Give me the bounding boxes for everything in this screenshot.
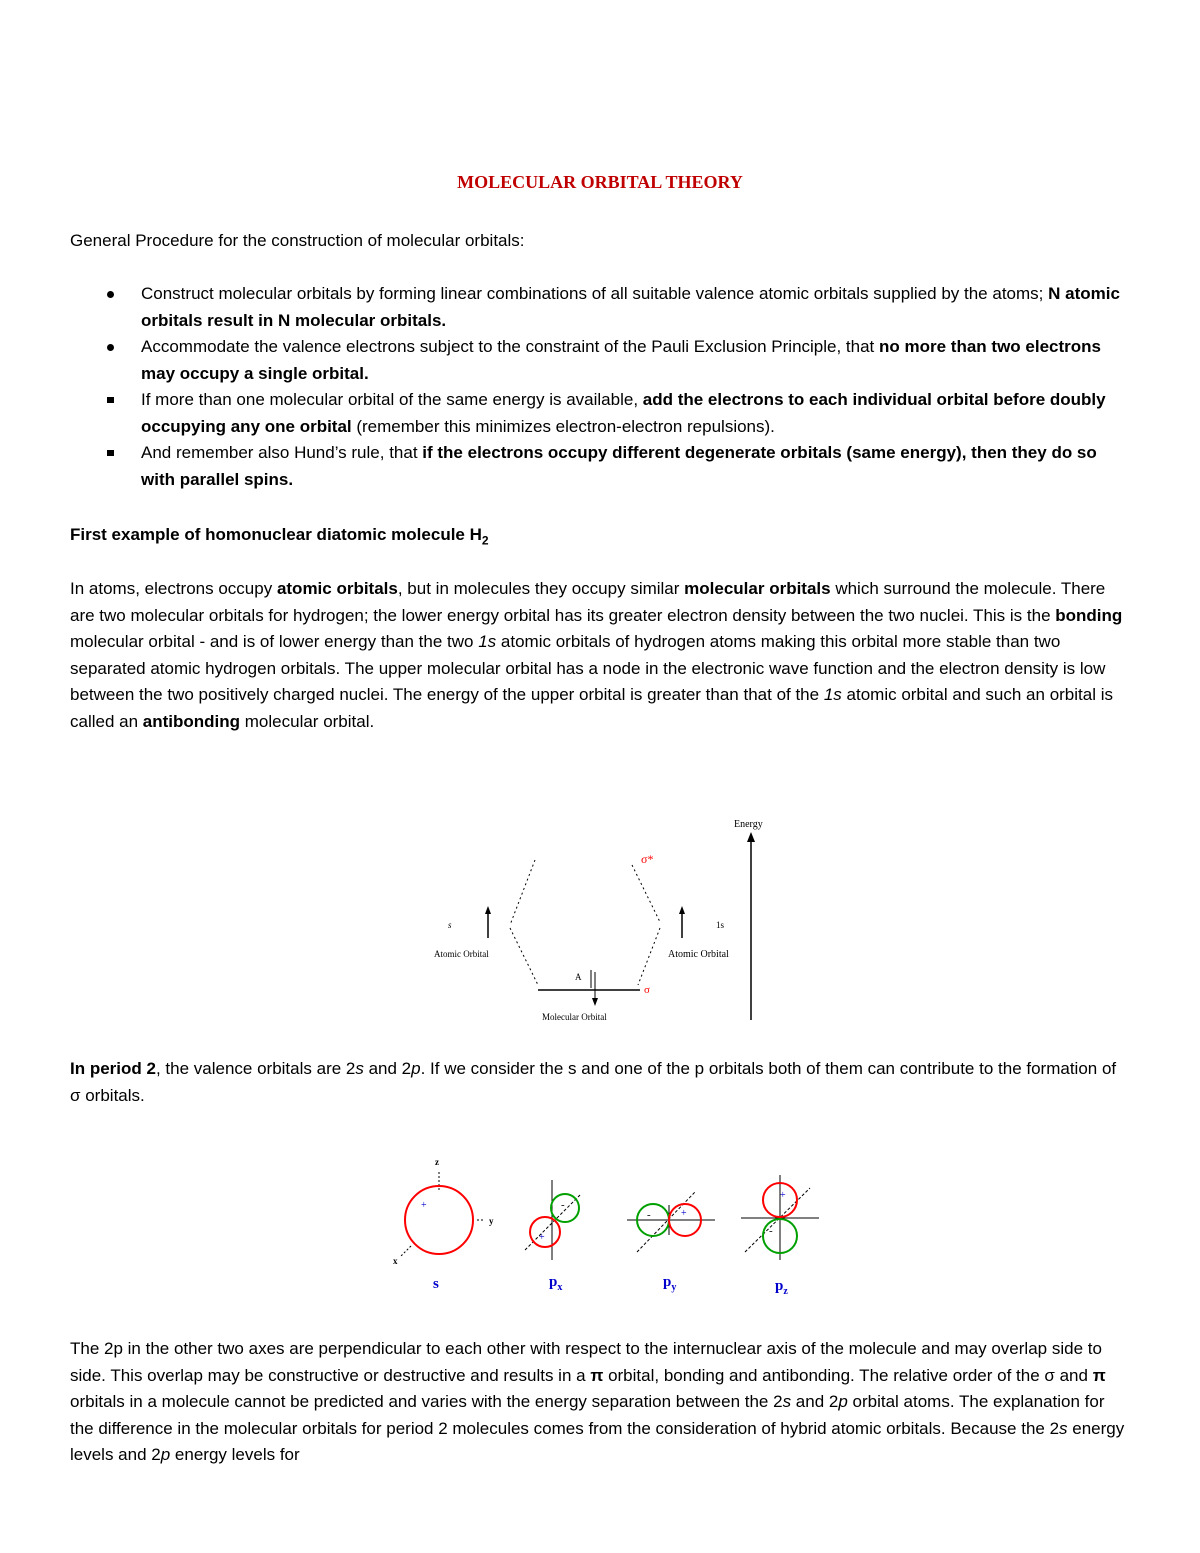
minus-sign: - [561,1199,565,1211]
energy-arrow-icon [747,832,755,842]
page-title: MOLECULAR ORBITAL THEORY [457,172,743,192]
paragraph-period2: In period 2, the valence orbitals are 2s and 2p. If we consider the s and one of the p orbitals both of them can contribute to the formation of σ orbitals. [70,1059,1117,1105]
paragraph-pi: The 2p in the other two axes are perpendicular to each other with respect to the internuclear axis of the molecule and may overlap side to side. This overlap may be constructive or destructive and results in a π orbital, bonding and antibonding. The relative order of the σ and π orbitals in a molecule cannot be predicted and varies with the energy separation between the 2s and 2p orbital atoms. The explanation for the difference in the molecular orbitals for period 2 molecules comes from the consideration of hybrid atomic orbitals. Because the 2s energy levels and 2p energy levels for [70,1339,1125,1464]
section-heading: First example of homonuclear diatomic molecule $H_2$ [70,525,489,548]
dashed-line [632,865,660,922]
middle-label: A [575,972,582,982]
s-orbital-circle [405,1186,473,1254]
axis-z-label: z [435,1157,439,1167]
pz-label: $p_z$ [775,1278,788,1297]
left-orbital-label: s [448,920,452,930]
plus-sign: + [539,1232,545,1243]
bullet-icon [107,344,114,351]
sigma-star-label: σ* [641,852,654,866]
bottom-caption: Molecular Orbital [542,1012,607,1022]
axis-y-label: y [489,1216,494,1226]
plus-sign: + [780,1190,786,1201]
minus-sign: - [647,1209,651,1221]
bullet-icon [107,397,114,403]
intro-text: General Procedure for the construction of molecular orbitals: [70,231,525,250]
px-lobe-green [551,1194,579,1222]
plus-sign: + [421,1200,427,1211]
paragraph-h2: In atoms, electrons occupy atomic orbitals, but in molecules they occupy similar molecular orbitals which surround the molecule. There are two molecular orbitals for hydrogen; the lower energy orbital has its greater electron density between the two nuclei. This is the bonding molecular orbital - and is of lower energy than the two 1s atomic orbitals of hydrogen atoms making this orbital more stable than two separated atomic hydrogen orbitals. The upper molecular orbital has a node in the electronic wave function and the electron density is low between the two positively charged nuclei. The energy of the upper orbital is greater than that of the 1s atomic orbital and such an orbital is called an antibonding molecular orbital. [70,579,1123,731]
dashed-line [510,928,538,985]
arrow-up-icon [679,906,685,914]
right-orbital-label: 1s [716,920,725,930]
bullet-icon [107,291,114,298]
dashed-line [510,860,535,925]
list-item: Accommodate the valence electrons subject to the constraint of the Pauli Exclusion Principle, that no more than two electrons may occupy a single orbital. [70,334,1130,387]
axis-x-label: x [393,1256,398,1266]
right-orbital-caption: Atomic Orbital [668,949,729,960]
list-item: If more than one molecular orbital of the same energy is available, add the electrons to each individual orbital before doubly occupying any one orbital (remember this minimizes electron-electron repulsions). [70,387,1130,440]
x-axis [401,1246,411,1256]
py-diagonal-axis [637,1192,695,1252]
s-label: s [433,1276,439,1292]
list-item: Construct molecular orbitals by forming linear combinations of all suitable valence atomic orbitals supplied by the atoms; N atomic orbitals result in N molecular orbitals. [70,281,1130,334]
py-label: $p_y$ [663,1274,677,1293]
px-label: $p_x$ [549,1274,563,1293]
sigma-label: σ [644,984,650,996]
energy-label: Energy [734,819,763,830]
bullet-icon [107,450,114,456]
dashed-line [638,928,660,985]
minus-sign: - [769,1225,773,1237]
left-orbital-caption: Atomic Orbital [434,949,489,959]
arrow-down-icon [592,998,598,1006]
arrow-up-icon [485,906,491,914]
h2-mo-diagram [420,810,780,1030]
px-lobe-red [530,1217,560,1247]
orbitals-diagram [385,1150,830,1300]
plus-sign: + [681,1208,687,1219]
procedure-list [70,281,1130,493]
list-item: And remember also Hund’s rule, that if the electrons occupy different degenerate orbitals (same energy), then they do so with parallel spins. [70,440,1130,493]
